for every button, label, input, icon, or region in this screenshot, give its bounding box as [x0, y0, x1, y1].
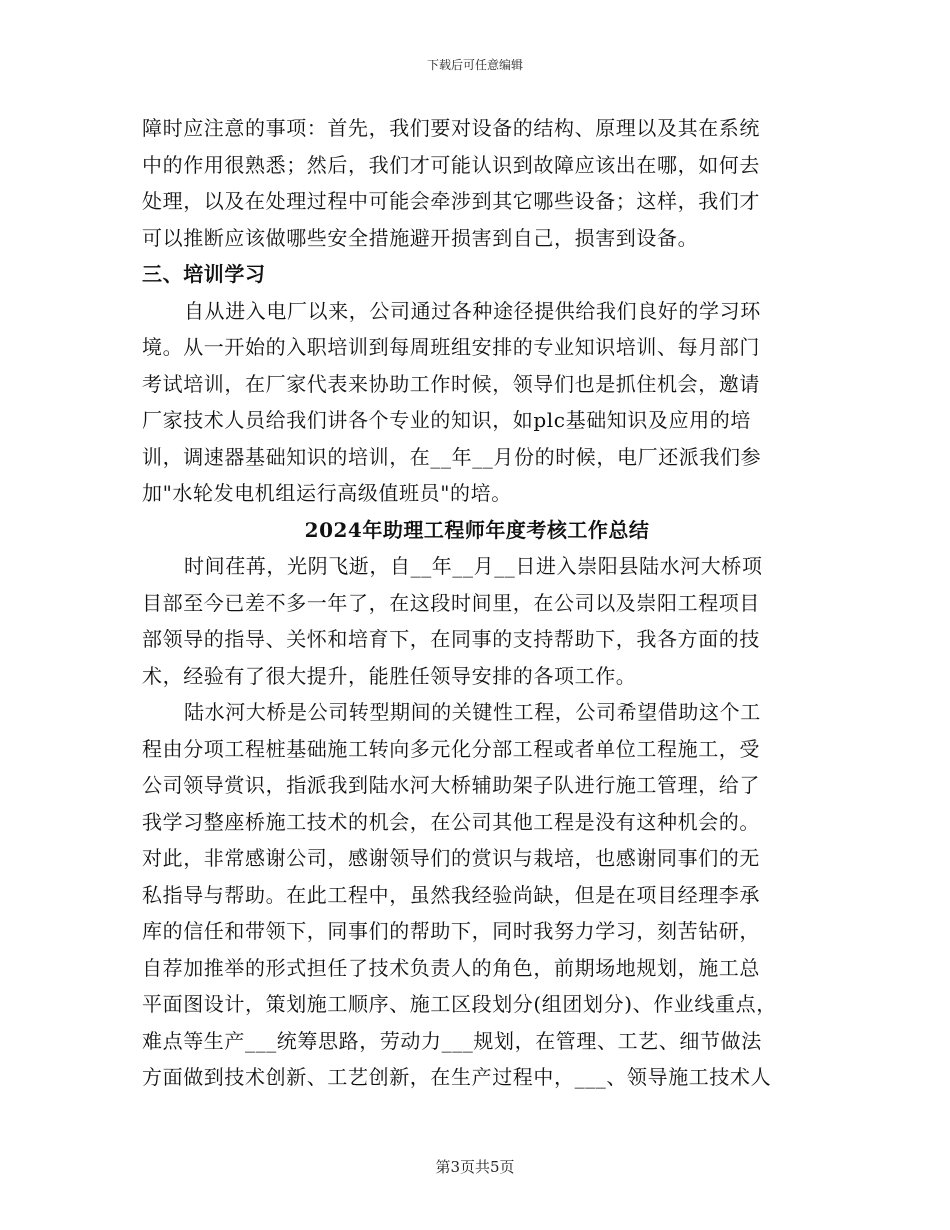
header-note: 下载后可任意编辑 [426, 58, 523, 72]
page-footer: 第3页共5页 [435, 1158, 515, 1176]
text-line: 加"水轮发电机组运行高级值班员"的培。 [142, 481, 512, 505]
text-line: 训，调速器基础知识的培训，在__年__月份的时候，电厂还派我们参 [142, 444, 762, 469]
text-line: 可以推断应该做哪些安全措施避开损害到自己，损害到设备。 [142, 225, 699, 250]
text-line: 方面做到技术创新、工艺创新，在生产过程中，___、领导施工技术人 [142, 1065, 772, 1089]
text-line: 程由分项工程桩基础施工转向多元化分部工程或者单位工程施工，受 [142, 736, 760, 761]
text-line: 目部至今已差不多一年了，在这段时间里，在公司以及崇阳工程项目 [142, 590, 760, 615]
document-body [142, 110, 812, 1096]
document-title: 2024年助理工程师年度考核工作总结 [304, 517, 650, 542]
text-line: 术，经验有了很大提升，能胜任领导安排的各项工作。 [142, 663, 637, 688]
text-line: 我学习整座桥施工技术的机会，在公司其他工程是没有这种机会的。 [142, 809, 760, 834]
text-line: 中的作用很熟悉；然后，我们才可能认识到故障应该出在哪，如何去 [142, 152, 760, 177]
text-line: 库的信任和带领下，同事们的帮助下，同时我努力学习，刻苦钻研， [142, 919, 760, 943]
text-line: 陆水河大桥是公司转型期间的关键性工程，公司希望借助这个工 [184, 700, 761, 724]
text-line: 时间荏苒，光阴飞逝，自__年__月__日进入崇阳县陆水河大桥项 [184, 554, 763, 578]
text-line: 自从进入电厂以来，公司通过各种途径提供给我们良好的学习环 [184, 298, 761, 323]
section-heading: 三、培训学习 [142, 262, 266, 286]
text-line: 障时应注意的事项：首先，我们要对设备的结构、原理以及其在系统 [142, 116, 760, 140]
text-line: 境。从一开始的入职培训到每周班组安排的专业知识培训、每月部门 [142, 335, 760, 359]
text-line: 厂家技术人员给我们讲各个专业的知识，如plc基础知识及应用的培 [142, 408, 751, 432]
text-line: 对此，非常感谢公司，感谢领导们的赏识与栽培，也感谢同事们的无 [142, 846, 760, 870]
text-line: 部领导的指导、关怀和培育下，在同事的支持帮助下，我各方面的技 [142, 627, 760, 651]
text-line: 公司领导赏识，指派我到陆水河大桥辅助架子队进行施工管理，给了 [142, 773, 760, 797]
text-line: 难点等生产___统筹思路，劳动力___规划，在管理、工艺、细节做法 [142, 1028, 762, 1053]
text-line: 处理，以及在处理过程中可能会牵涉到其它哪些设备；这样，我们才 [142, 189, 760, 213]
text-line: 平面图设计，策划施工顺序、施工区段划分(组团划分)、作业线重点， [142, 992, 777, 1016]
text-line: 自荐加推举的形式担任了技术负责人的角色，前期场地规划，施工总 [142, 955, 760, 980]
text-line: 考试培训，在厂家代表来协助工作时候，领导们也是抓住机会，邀请 [142, 371, 760, 396]
text-line: 私指导与帮助。在此工程中，虽然我经验尚缺，但是在项目经理李承 [142, 882, 760, 907]
